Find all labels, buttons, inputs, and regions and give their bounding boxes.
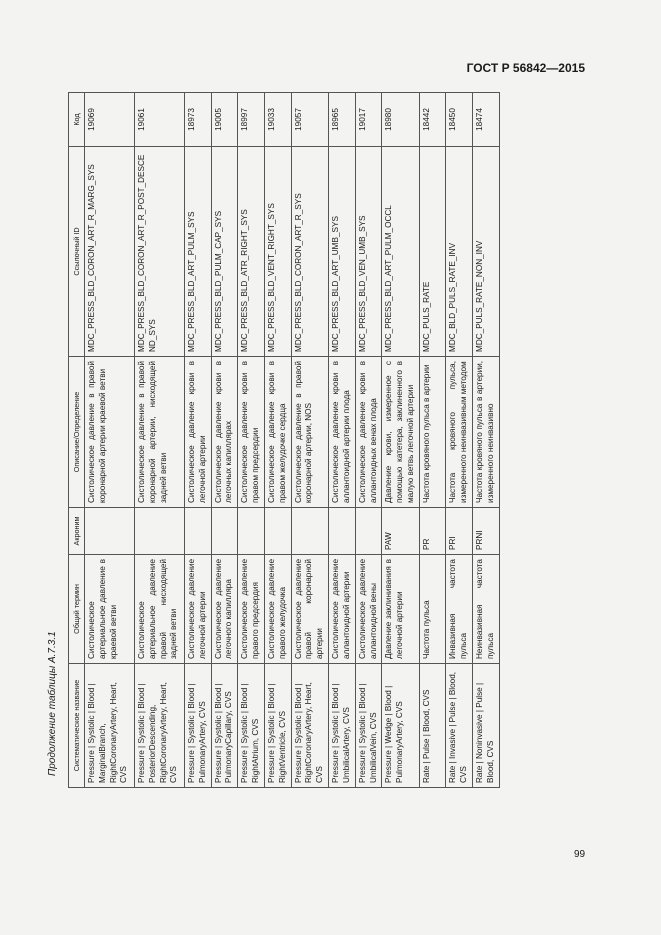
acronym-cell: PAW — [382, 508, 420, 555]
description-cell: Систолическое давление крови в легочной артерии — [185, 357, 212, 508]
common-term-cell: Неинвазивная частота пульса — [473, 555, 500, 664]
table-row — [382, 93, 420, 788]
description-cell: Частота кровяного пульса в артерии — [420, 357, 446, 508]
reference-id-cell: MDC_PULS_RATE — [420, 147, 446, 357]
table-body — [85, 93, 500, 788]
common-term-cell: Систолическое давление правой коронарной артерии — [291, 555, 328, 664]
common-term-cell: Систолическое давление правого желудочка — [264, 555, 291, 664]
reference-id-cell: MDC_PRESS_BLD_CORON_ART_R_MARG_SYS — [85, 147, 135, 357]
common-term-cell: Систолическое давление легочной артерии — [185, 555, 212, 664]
table-row — [420, 93, 446, 788]
systematic-name-cell: Pressure | Wedge | Blood | PulmonaryArtery, CVS — [382, 664, 420, 788]
acronym-cell — [355, 508, 382, 555]
code-cell: 19033 — [264, 93, 291, 147]
reference-id-cell: MDC_PRESS_BLD_ART_PULM_OCCL — [382, 147, 420, 357]
description-cell: Систолическое давление крови в аллантоидной артерии плода — [329, 357, 356, 508]
systematic-name-cell: Pressure | Systolic | Blood | UmbilicalArtery, CVS — [329, 664, 356, 788]
table-row — [291, 93, 328, 788]
code-cell: 18997 — [238, 93, 265, 147]
reference-id-cell: MDC_PRESS_BLD_CORON_ART_R_POST_DESCEND_SYS — [135, 147, 185, 357]
common-term-cell: Систолическое артериальное давление в краевой ветви — [85, 555, 135, 664]
code-cell: 19069 — [85, 93, 135, 147]
table-row — [329, 93, 356, 788]
description-cell: Систолическое давление в правой коронарной артерии краевой ветви — [85, 357, 135, 508]
acronym-cell — [85, 508, 135, 555]
code-cell: 18442 — [420, 93, 446, 147]
code-cell: 18450 — [446, 93, 473, 147]
code-cell: 19017 — [355, 93, 382, 147]
table-caption: Продолжение таблицы А.7.3.1 — [47, 631, 58, 776]
common-term-cell: Систолическое артериальное давление правой нисходящей задней ветви — [135, 555, 185, 664]
common-term-cell: Систолическое давление легочного капилляра — [211, 555, 238, 664]
table-header-row — [69, 93, 85, 788]
acronym-cell: PRI — [446, 508, 473, 555]
acronym-cell — [185, 508, 212, 555]
systematic-name-cell: Pressure | Systolic | Blood | PulmonaryArtery, CVS — [185, 664, 212, 788]
column-header: Систематическое название — [69, 664, 85, 788]
acronym-cell — [291, 508, 328, 555]
data-table — [68, 92, 500, 788]
acronym-cell: PRNI — [473, 508, 500, 555]
column-header: Общий термин — [69, 555, 85, 664]
acronym-cell: PR — [420, 508, 446, 555]
table-row — [264, 93, 291, 788]
acronym-cell — [238, 508, 265, 555]
systematic-name-cell: Rate | Noninvasive | Pulse | Blood, CVS — [473, 664, 500, 788]
common-term-cell: Систолическое давление аллантоидной артерии — [329, 555, 356, 664]
description-cell: Давление крови, измеренное с помощью катетера, заклиненного в малую ветвь легочной артерии — [382, 357, 420, 508]
column-header: Код — [69, 93, 85, 147]
systematic-name-cell: Rate | Pulse | Blood, CVS — [420, 664, 446, 788]
table-row — [185, 93, 212, 788]
table-row — [238, 93, 265, 788]
reference-id-cell: MDC_PRESS_BLD_ART_UMB_SYS — [329, 147, 356, 357]
common-term-cell: Частота пульса — [420, 555, 446, 664]
common-term-cell: Инвазивная частота пульса — [446, 555, 473, 664]
description-cell: Частота кровяного пульса в артерии, измеренного неинвазивно — [473, 357, 500, 508]
column-header: Акроним — [69, 508, 85, 555]
description-cell: Систолическое давление крови в правом желудочке сердца — [264, 357, 291, 508]
reference-id-cell: MDC_PRESS_BLD_VEN_UMB_SYS — [355, 147, 382, 357]
common-term-cell: Систолическое давление правого предсердия — [238, 555, 265, 664]
reference-id-cell: MDC_BLD_PULS_RATE_INV — [446, 147, 473, 357]
systematic-name-cell: Pressure | Systolic | Blood | UmbilicalVein, CVS — [355, 664, 382, 788]
code-cell: 18965 — [329, 93, 356, 147]
reference-id-cell: MDC_PULS_RATE_NON_INV — [473, 147, 500, 357]
code-cell: 18973 — [185, 93, 212, 147]
code-cell: 19057 — [291, 93, 328, 147]
reference-id-cell: MDC_PRESS_BLD_CORON_ART_R_SYS — [291, 147, 328, 357]
table-row — [85, 93, 135, 788]
reference-id-cell: MDC_PRESS_BLD_VENT_RIGHT_SYS — [264, 147, 291, 357]
common-term-cell: Давление заклинивания в легочной артерии — [382, 555, 420, 664]
document-header: ГОСТ Р 56842—2015 — [466, 61, 585, 75]
table-row — [473, 93, 500, 788]
description-cell: Частота кровяного пульса, измеренного неинвазивным методом — [446, 357, 473, 508]
reference-id-cell: MDC_PRESS_BLD_PULM_CAP_SYS — [211, 147, 238, 357]
reference-id-cell: MDC_PRESS_BLD_ATR_RIGHT_SYS — [238, 147, 265, 357]
column-header: Ссылочный ID — [69, 147, 85, 357]
systematic-name-cell: Pressure | Systolic | Blood | MarginalBranch, RightCoronaryArtery, Heart, CVS — [85, 664, 135, 788]
table-row — [355, 93, 382, 788]
description-cell: Систолическое давление крови в легочных капиллярах — [211, 357, 238, 508]
page-number: 99 — [574, 849, 586, 860]
systematic-name-cell: Pressure | Systolic | Blood | PosteriorDescending, RightCoronaryArtery, Heart, CVS — [135, 664, 185, 788]
systematic-name-cell: Rate | Invasive | Pulse | Blood, CVS — [446, 664, 473, 788]
code-cell: 19061 — [135, 93, 185, 147]
systematic-name-cell: Pressure | Systolic | Blood | PulmonaryCapillary, CVS — [211, 664, 238, 788]
table-row — [135, 93, 185, 788]
column-header: Описание/Определение — [69, 357, 85, 508]
acronym-cell — [135, 508, 185, 555]
common-term-cell: Систолическое давление аллантоидной вены — [355, 555, 382, 664]
description-cell: Систолическое давление крови в аллантоидных венах плода — [355, 357, 382, 508]
acronym-cell — [211, 508, 238, 555]
description-cell: Систолическое давление крови в правом предсердии — [238, 357, 265, 508]
table-row — [446, 93, 473, 788]
acronym-cell — [264, 508, 291, 555]
description-cell: Систолическое давление в правой коронарной артерии, нисходящей задней ветви — [135, 357, 185, 508]
reference-id-cell: MDC_PRESS_BLD_ART_PULM_SYS — [185, 147, 212, 357]
acronym-cell — [329, 508, 356, 555]
description-cell: Систолическое давление в правой коронарной артерии, NOS — [291, 357, 328, 508]
systematic-name-cell: Pressure | Systolic | Blood | RightVentricle, CVS — [264, 664, 291, 788]
code-cell: 19005 — [211, 93, 238, 147]
systematic-name-cell: Pressure | Systolic | Blood | RightCoronaryArtery, Heart, CVS — [291, 664, 328, 788]
code-cell: 18980 — [382, 93, 420, 147]
systematic-name-cell: Pressure | Systolic | Blood | RightAtrium, CVS — [238, 664, 265, 788]
code-cell: 18474 — [473, 93, 500, 147]
table-row — [211, 93, 238, 788]
